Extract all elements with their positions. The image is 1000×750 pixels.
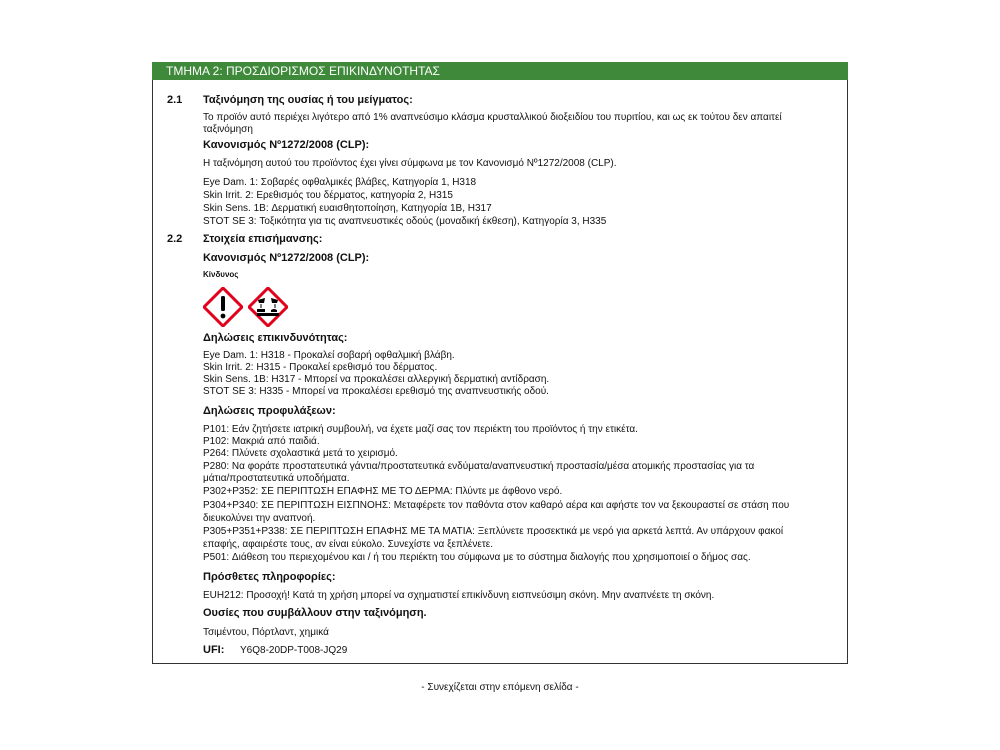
intro-line-2: ταξινόμηση — [203, 124, 253, 135]
classification-line: Skin Sens. 1B: Δερματική ευαισθητοποίηση, Κατηγορία 1B, H317 — [203, 203, 492, 214]
precautionary-statement: διευκολύνει την αναπνοή. — [203, 513, 316, 524]
hazard-statements-heading: Δηλώσεις επικινδυνότητας: — [203, 332, 348, 344]
hazard-statement: Skin Irrit. 2: H315 - Προκαλεί ερεθισμό του δέρματος. — [203, 362, 438, 373]
ufi-value: Y6Q8-20DP-T008-JQ29 — [240, 645, 348, 656]
classification-line: STOT SE 3: Τοξικότητα για τις αναπνευστικές οδούς (μοναδική έκθεση), Κατηγορία 3, H335 — [203, 216, 607, 227]
section-header: ΤΜΗΜΑ 2: ΠΡΟΣΔΙΟΡΙΣΜΟΣ ΕΠΙΚΙΝΔΥΝΟΤΗΤΑΣ — [152, 62, 848, 80]
precautionary-statement: P102: Μακριά από παιδιά. — [203, 436, 320, 447]
section-2-1-number: 2.1 — [167, 94, 183, 106]
exclamation-mark-icon — [203, 287, 243, 327]
hazard-statement: Skin Sens. 1B: H317 - Μπορεί να προκαλέσει αλλεργική δερματική αντίδραση. — [203, 374, 550, 385]
hazard-statement: STOT SE 3: H335 - Μπορεί να προκαλέσει ερεθισμό της αναπνευστικής οδού. — [203, 386, 549, 397]
section-2-1-heading: Ταξινόμηση της ουσίας ή του μείγματος: — [203, 94, 413, 106]
precautionary-statement: P304+P340: ΣΕ ΠΕΡΙΠΤΩΣΗ ΕΙΣΠΝΟΗΣ: Μεταφέρετε τον παθόντα στον καθαρό αέρα και αφήστε τον να ξεκουραστεί σε στάση που — [203, 500, 790, 511]
precautionary-statement: P280: Να φοράτε προστατευτικά γάντια/προστατευτικά ενδύματα/αναπνευστική προστασία/μέσα ατομικής προστασίας για τα — [203, 461, 755, 472]
corrosion-icon — [248, 287, 288, 327]
additional-info-text: EUH212: Προσοχή! Κατά τη χρήση μπορεί να σχηματιστεί επικίνδυνη εισπνεύσιμη σκόνη. Μην αναπνέετε τη σκόνη. — [203, 590, 715, 601]
precautionary-statement: μάτια/προστατευτικά υποδήματα. — [203, 473, 350, 484]
precautionary-statement: P302+P352: ΣΕ ΠΕΡΙΠΤΩΣΗ ΕΠΑΦΗΣ ΜΕ ΤΟ ΔΕΡΜΑ: Πλύντε με άφθονο νερό. — [203, 486, 563, 497]
additional-info-heading: Πρόσθετες πληροφορίες: — [203, 571, 336, 583]
section-2-2-heading: Στοιχεία επισήμανσης: — [203, 233, 323, 245]
ufi-label: UFI: — [203, 644, 225, 656]
precautionary-statement: επαφής, αφαιρέστε τους, αν είναι εύκολο. Συνεχίστε να ξεπλένετε. — [203, 539, 494, 550]
regulation-heading-2: Κανονισμός Nº1272/2008 (CLP): — [203, 252, 370, 264]
precautionary-statement: P264: Πλύνετε σχολαστικά μετά το χειρισμό. — [203, 448, 398, 459]
regulation-heading-1: Κανονισμός Nº1272/2008 (CLP): — [203, 139, 370, 151]
intro-line-1: Το προϊόν αυτό περιέχει λιγότερο από 1% αναπνεύσιμο κλάσμα κρυσταλλικού διοξειδίου του πυριτίου, και ως εκ τούτου δεν απαιτεί — [203, 112, 782, 123]
signal-word: Κίνδυνος — [203, 270, 239, 279]
classification-line: Eye Dam. 1: Σοβαρές οφθαλμικές βλάβες, Κατηγορία 1, H318 — [203, 177, 477, 188]
continued-footer: - Συνεχίζεται στην επόμενη σελίδα - — [421, 682, 579, 693]
regulation-text: Η ταξινόμηση αυτού του προϊόντος έχει γίνει σύμφωνα με τον Κανονισμό Nº1272/2008 (CLP). — [203, 158, 617, 169]
precautionary-statement: P101: Εάν ζητήσετε ιατρική συμβουλή, να έχετε μαζί σας τον περιέκτη του προϊόντος ή την ετικέτα. — [203, 424, 638, 435]
contributing-substances-text: Τσιμέντου, Πόρτλαντ, χημικά — [203, 627, 329, 638]
precautionary-statement: P305+P351+P338: ΣΕ ΠΕΡΙΠΤΩΣΗ ΕΠΑΦΗΣ ΜΕ ΤΑ ΜΑΤΙΑ: Ξεπλύνετε προσεκτικά με νερό για αρκετά λεπτά. Αν υπάρχουν φακοί — [203, 526, 784, 537]
hazard-statement: Eye Dam. 1: H318 - Προκαλεί σοβαρή οφθαλμική βλάβη. — [203, 350, 455, 361]
classification-line: Skin Irrit. 2: Ερεθισμός του δέρματος, κατηγορία 2, H315 — [203, 190, 453, 201]
contributing-substances-heading: Ουσίες που συμβάλλουν στην ταξινόμηση. — [203, 607, 427, 619]
precautionary-statement: P501: Διάθεση του περιεχομένου και / ή του περιέκτη του σύμφωνα με το σύστημα διαλογής που χρησιμοποιεί ο δήμος σας. — [203, 552, 751, 563]
section-2-2-number: 2.2 — [167, 233, 183, 245]
precautionary-statements-heading: Δηλώσεις προφυλάξεων: — [203, 405, 336, 417]
